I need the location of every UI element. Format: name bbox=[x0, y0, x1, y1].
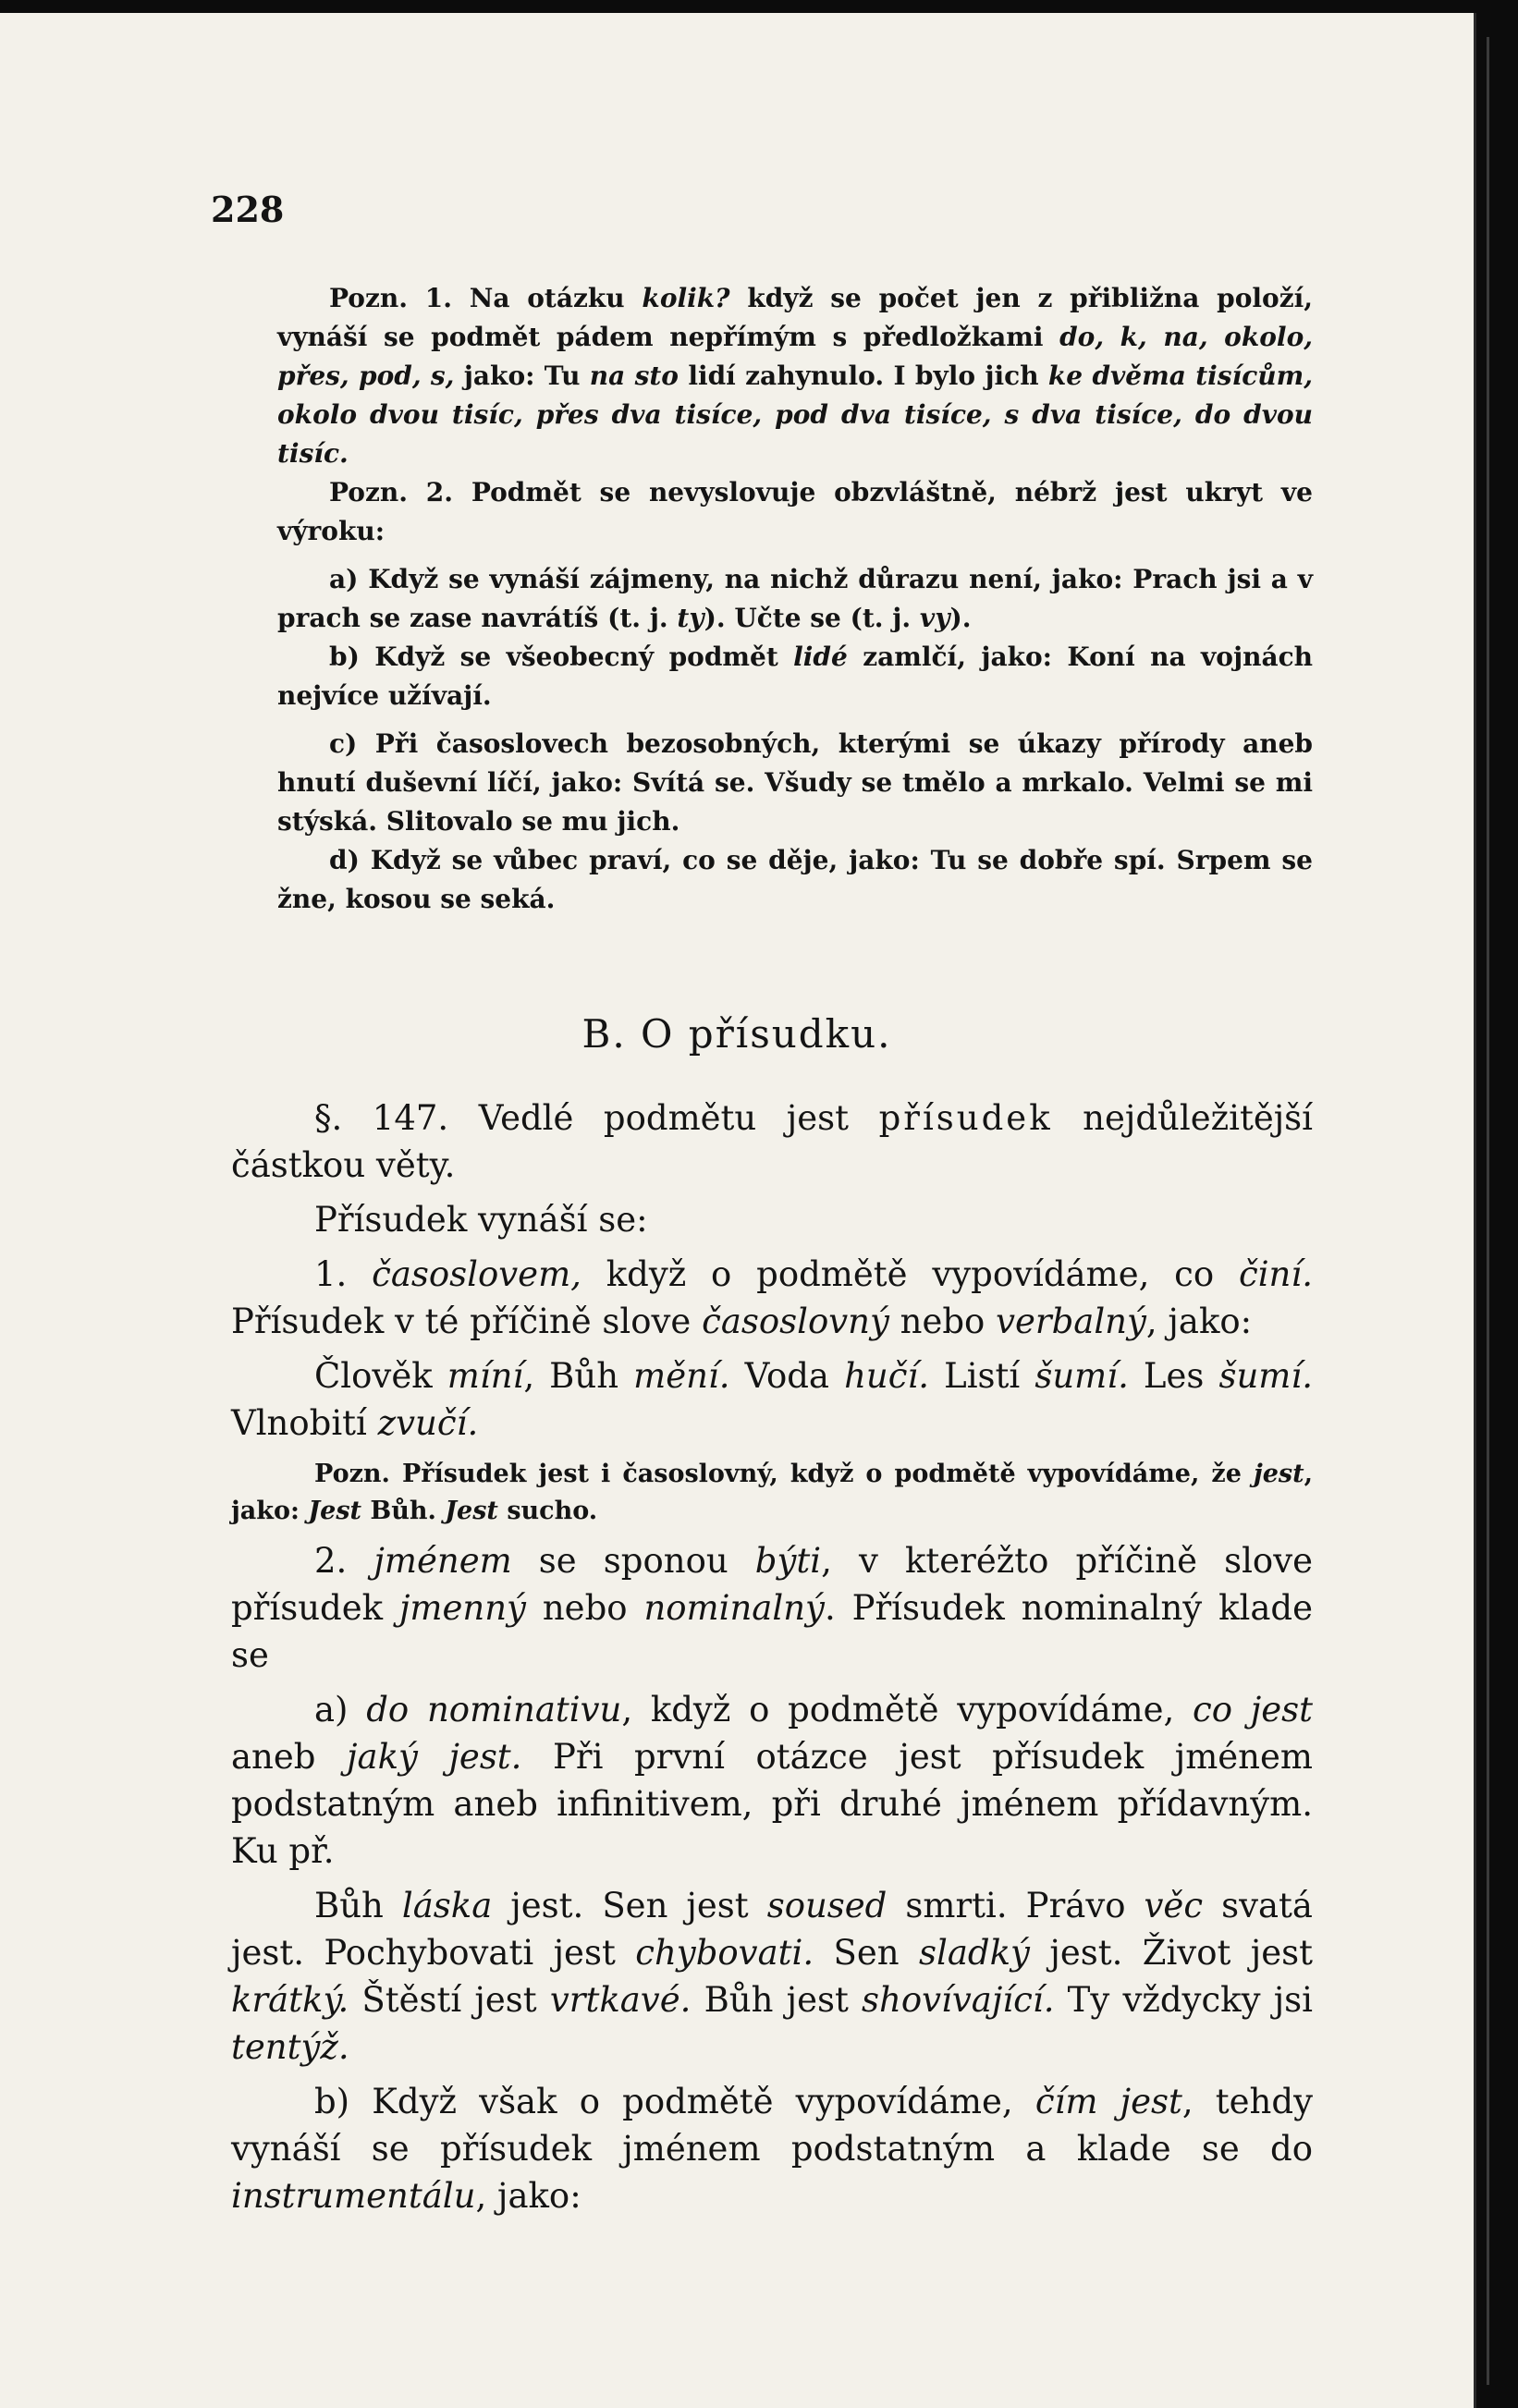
note-2b: b) Když se všeobecný podmět lidé zamlčí, jako: Koní na vojnách nejvíce užívají. bbox=[277, 642, 1313, 711]
paragraph-vynasi: Přísudek vynáší se: bbox=[314, 1200, 648, 1240]
example-1: Člověk míní, Bůh mění. Voda hučí. Listí šumí. Les šumí. Vlnobití zvučí. bbox=[231, 1356, 1313, 1443]
scan-edge-line bbox=[1487, 37, 1489, 2385]
note-2d: d) Když se vůbec praví, co se děje, jako: Tu se dobře spí. Srpem se žne, kosou se seká. bbox=[277, 845, 1313, 914]
book-page bbox=[0, 13, 1476, 2408]
footnotes-block bbox=[277, 279, 1313, 919]
paragraph-147: §. 147. Vedlé podmětu jest přísudek nejdůležitější částkou věty. bbox=[231, 1098, 1314, 1185]
scan-border bbox=[1476, 0, 1518, 2408]
note-2c: c) Při časoslovech bezosobných, kterými se úkazy přírody aneb hnutí duševní líčí, jako: Svítá se. Všudy se tmělo a mrkalo. Velmi se mi stýská. Slitovalo se mu jich. bbox=[277, 728, 1313, 837]
main-text bbox=[231, 1094, 1313, 2219]
paragraph-item-1: 1. časoslovem, když o podmětě vypovídáme, co činí. Přísudek v té příčině slove časoslovný nebo verbalný, jako: bbox=[231, 1254, 1313, 1341]
note-2: Pozn. 2. Podmět se nevyslovuje obzvláštně, nébrž jest ukryt ve výroku: bbox=[277, 477, 1313, 546]
note-paragraph: Pozn. Přísudek jest i časoslovný, když o podmětě vypovídáme, že jest, jako: Jest Bůh. Jest sucho. bbox=[231, 1460, 1313, 1525]
paragraph-item-a: a) do nominativu, když o podmětě vypovídáme, co jest aneb jaký jest. Při první otázce jest přísudek jménem podstatným aneb infinitivem, při druhé jménem přídavným. Ku př. bbox=[231, 1690, 1313, 1871]
paragraph-item-b: b) Když však o podmětě vypovídáme, čím jest, tehdy vynáší se přísudek jménem podstatným a klade se do instrumentálu, jako: bbox=[231, 2082, 1313, 2216]
note-2a: a) Když se vynáší zájmeny, na nichž důrazu není, jako: Prach jsi a v prach se zase navrátíš (t. j. ty). Učte se (t. j. vy). bbox=[277, 564, 1313, 633]
section-heading: B. O přísudku. bbox=[581, 1011, 892, 1057]
note-1: Pozn. 1. Na otázku kolik? když se počet jen z přibližna položí, vynáší se podmět pádem nepřímým s předložkami do, k, na, okolo, přes, pod, s, jako: Tu na sto lidí zahynulo. I bylo jich ke dvěma tisícům, okolo dvou tisíc, přes dva tisíce, pod dva tisíce, s dva tisíce, do dvou tisíc. bbox=[277, 283, 1313, 469]
paragraph-item-2: 2. jménem se sponou býti, v kteréžto příčině slove přísudek jmenný nebo nominalný. Přísudek nominalný klade se bbox=[231, 1541, 1314, 1675]
page-number: 228 bbox=[211, 189, 285, 230]
example-2: Bůh láska jest. Sen jest soused smrti. Právo věc svatá jest. Pochybovati jest chybovati. Sen sladký jest. Život jest krátký. Štěstí jest vrtkavé. Bůh jest shovívající. Ty vždycky jsi tentýž. bbox=[231, 1886, 1313, 2067]
